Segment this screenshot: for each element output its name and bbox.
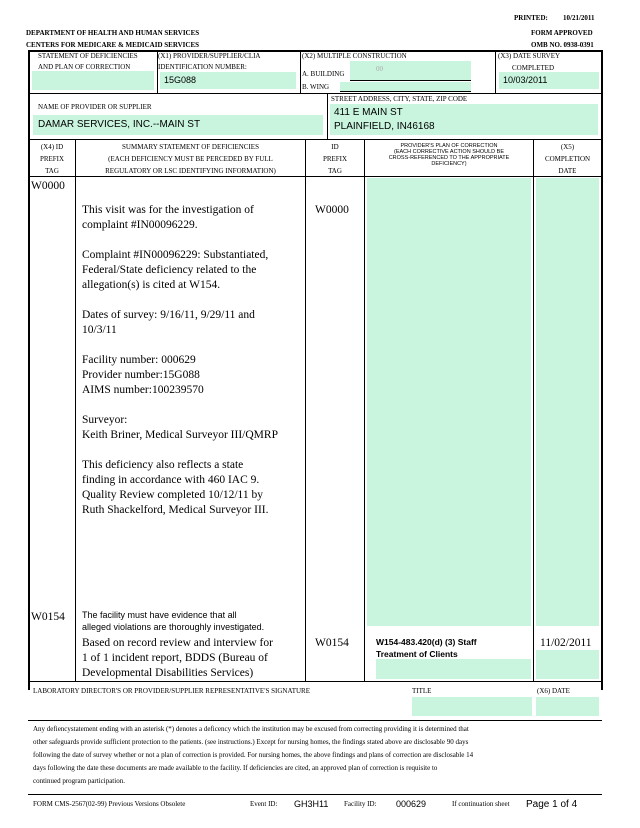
event-id-label: Event ID: [250,800,278,808]
row1-summary [82,203,302,533]
statement-label-1: STATEMENT OF DEFICIENCIES [38,52,138,60]
statement-label-2: AND PLAN OF CORRECTION [38,63,131,71]
x1-identification-value: 15G088 [164,75,197,85]
row1-tag: W0000 [31,180,65,192]
summary-paragraph-complaint: Complaint #IN00096229: Substantiated, Federal/State deficiency related to the allegation(s) is cited at W154. [82,249,269,291]
x6-date-field[interactable] [536,697,599,716]
row1-completion-date-field[interactable] [536,178,599,626]
x6-date-label: (X6) DATE [537,687,570,695]
footnote: Any defiencystatement ending with an asterisk (*) denotes a deficency which the institution may be excused from correcting providing it is determined that other safeguards provide sufficient protection to the patients. (see instructions.) Except for nursing homes, the findings stated above are disclosable 90 days following the date of survey whether or not a plan of correction is provided. For nursing homes, the above findings and plans of correction are disclosable 14 days following the date these documents are made available to the facility. If deficiencies are cited, an approved plan of correction is requisite to continued program participation. [33,725,474,785]
summary-paragraph-surveyor: Surveyor: Keith Briner, Medical Surveyor III/QMRP [82,414,278,441]
provider-name-label: NAME OF PROVIDER OR SUPPLIER [38,103,152,111]
form-approved: FORM APPROVED [531,29,593,37]
x3-date-value: 10/03/2011 [503,75,548,85]
x2-building-label: A. BUILDING [302,70,345,78]
address-label: STREET ADDRESS, CITY, STATE, ZIP CODE [331,95,468,103]
summary-paragraph-state-finding: This deficiency also reflects a state finding in accordance with 460 IAC 9. Quality Review completed 10/12/11 by Ruth Shackelford, Medical Surveyor III. [82,459,269,516]
row2-tag: W0154 [31,611,65,623]
x2-wing-label: B. WING [302,83,330,91]
x1-identification-field[interactable] [160,72,296,89]
x1-label-2: IDENTIFICATION NUMBER: [158,63,247,71]
event-id-value: GH3H11 [294,799,329,809]
x5-header: (X5) COMPLETION DATE [544,143,591,175]
provider-name-value: DAMAR SERVICES, INC.--MAIN ST [38,119,201,130]
summary-paragraph-dates: Dates of survey: 9/16/11, 9/29/11 and 10/3/11 [82,309,255,336]
id-header: ID PREFIX TAG [322,143,348,175]
row1-plan-of-correction-field[interactable] [367,178,531,626]
page-number: Page 1 of 4 [526,799,578,810]
address-line-2: PLAINFIELD, IN46168 [334,121,435,132]
x3-date-field[interactable] [499,72,599,89]
row2-completion-date-field[interactable] [536,650,599,679]
row2-completion-date: 11/02/2011 [540,637,592,649]
row2-lead-text: The facility must have evidence that all alleged violations are thoroughly investigated. [82,610,265,632]
address-field[interactable] [330,104,598,135]
statement-field[interactable] [32,71,154,90]
x2-building-value: 00 [376,65,383,73]
summary-paragraph-numbers: Facility number: 000629 Provider number:15G088 AIMS number:100239570 [82,354,204,396]
title-label: TITLE [412,687,432,695]
title-field[interactable] [412,697,532,716]
x3-label-2: COMPLETED [512,64,554,72]
facility-id-value: 000629 [396,799,427,809]
row2-summary-text: Based on record review and interview for 1 of 1 incident report, BDDS (Bureau of Developmental Disabilities Services) [82,637,273,679]
centers-title: CENTERS FOR MEDICARE & MEDICAID SERVICES [26,41,200,49]
x3-label-1: (X3) DATE SURVEY [498,52,561,60]
row2-plan-of-correction-field[interactable] [376,659,531,679]
printed-label: PRINTED: [514,14,548,22]
continuation-label: If continuation sheet [452,800,510,808]
plan-header: PROVIDER'S PLAN OF CORRECTION (EACH CORRECTIVE ACTION SHOULD BE CROSS-REFERENCED TO THE APPROPRIATE DEFICIENCY) [388,143,510,167]
printed-date: 10/21/2011 [563,14,595,22]
signature-label: LABORATORY DIRECTOR'S OR PROVIDER/SUPPLIER REPRESENTATIVE'S SIGNATURE [33,687,311,695]
x1-label-1: (X1) PROVIDER/SUPPLIER/CLIA [158,52,261,60]
omb-number: OMB NO. 0938-0391 [531,41,594,49]
x4-header: (X4) ID PREFIX TAG [39,143,65,175]
form-number: FORM CMS-2567(02-99) Previous Versions Obsolete [33,800,186,808]
summary-paragraph-visit: This visit was for the investigation of complaint #IN00096229. [82,204,254,231]
row2-plan-title: W154-483.420(d) (3) Staff Treatment of Clients [376,637,477,659]
facility-id-label: Facility ID: [344,800,377,808]
x2-building-field[interactable] [350,61,471,80]
department-title: DEPARTMENT OF HEALTH AND HUMAN SERVICES [26,29,200,37]
x2-wing-field[interactable] [340,82,471,91]
summary-header: SUMMARY STATEMENT OF DEFICIENCIES (EACH DEFICIENCY MUST BE PERCEDED BY FULL REGULATORY OR LSC IDENTIFYING INFORMATION) [105,143,276,175]
row1-id-tag: W0000 [315,204,349,216]
row2-id-tag: W0154 [315,637,349,649]
provider-name-field[interactable] [33,115,323,135]
address-line-1: 411 E MAIN ST [334,107,403,118]
x2-label: (X2) MULTIPLE CONSTRUCTION [302,52,407,60]
